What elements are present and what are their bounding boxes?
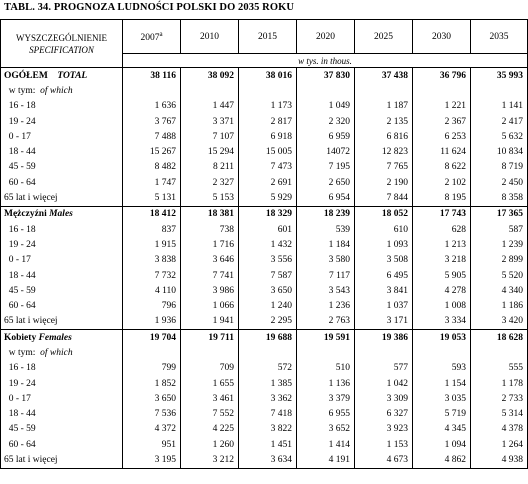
value-cell: 2 135 bbox=[355, 114, 413, 129]
row-label-text: 60 - 64 bbox=[8, 177, 36, 188]
value-cell: 610 bbox=[355, 222, 413, 237]
value-cell: 3 508 bbox=[355, 253, 413, 268]
group-label-en: Females bbox=[38, 332, 72, 343]
value-cell: 555 bbox=[471, 361, 528, 376]
value-cell: 1 049 bbox=[297, 99, 355, 114]
value-cell: 36 796 bbox=[413, 68, 471, 84]
value-cell: 18 239 bbox=[297, 206, 355, 222]
value-cell: 1 941 bbox=[181, 314, 239, 330]
value-cell: 539 bbox=[297, 222, 355, 237]
table-row bbox=[1, 114, 528, 129]
value-cell: 1 178 bbox=[471, 376, 528, 391]
group-label-en: Males bbox=[49, 209, 73, 220]
table-row bbox=[1, 361, 528, 376]
of-which-en: of which bbox=[40, 85, 73, 96]
row-label-text: 18 - 44 bbox=[8, 270, 36, 281]
value-cell: 6 816 bbox=[355, 129, 413, 144]
value-cell: 3 646 bbox=[181, 253, 239, 268]
of-which-label bbox=[1, 83, 123, 98]
empty-cell bbox=[355, 83, 413, 98]
value-cell: 3 171 bbox=[355, 314, 413, 330]
value-cell: 4 278 bbox=[413, 283, 471, 298]
of-which-pl: w tym: bbox=[8, 85, 36, 96]
value-cell: 15 005 bbox=[239, 144, 297, 159]
row-label bbox=[1, 129, 123, 144]
value-cell: 3 309 bbox=[355, 391, 413, 406]
value-cell: 7 488 bbox=[123, 129, 181, 144]
row-label bbox=[1, 298, 123, 313]
value-cell: 6 955 bbox=[297, 407, 355, 422]
value-cell: 7 765 bbox=[355, 160, 413, 175]
row-label bbox=[1, 160, 123, 175]
value-cell: 593 bbox=[413, 361, 471, 376]
value-cell: 3 371 bbox=[181, 114, 239, 129]
row-label-text: 16 - 18 bbox=[8, 101, 36, 112]
value-cell: 15 294 bbox=[181, 144, 239, 159]
value-cell: 2 450 bbox=[471, 175, 528, 190]
value-cell: 17 365 bbox=[471, 206, 528, 222]
value-cell: 1 264 bbox=[471, 437, 528, 452]
value-cell: 8 211 bbox=[181, 160, 239, 175]
value-cell: 6 954 bbox=[297, 190, 355, 206]
value-cell: 1 094 bbox=[413, 437, 471, 452]
row-label-text: 60 - 64 bbox=[8, 439, 36, 450]
value-cell: 3 650 bbox=[239, 283, 297, 298]
row-label bbox=[1, 391, 123, 406]
value-cell: 4 110 bbox=[123, 283, 181, 298]
table-body bbox=[1, 68, 528, 469]
row-label-text: 0 - 17 bbox=[8, 393, 31, 404]
empty-cell bbox=[471, 345, 528, 360]
year-header: 2010 bbox=[181, 20, 239, 54]
table-row bbox=[1, 190, 528, 206]
empty-cell bbox=[355, 345, 413, 360]
value-cell: 8 719 bbox=[471, 160, 528, 175]
row-label-text: 0 - 17 bbox=[8, 255, 31, 266]
specification-label-pl: WYSZCZEGÓLNIENIE bbox=[16, 32, 107, 43]
value-cell: 6 327 bbox=[355, 407, 413, 422]
value-cell: 1 008 bbox=[413, 298, 471, 313]
value-cell: 4 191 bbox=[297, 452, 355, 468]
row-label bbox=[1, 452, 123, 468]
value-cell: 6 918 bbox=[239, 129, 297, 144]
value-cell: 19 053 bbox=[413, 330, 471, 346]
row-label-text: 65 lat i więcej bbox=[4, 193, 58, 204]
value-cell: 38 092 bbox=[181, 68, 239, 84]
row-label bbox=[1, 175, 123, 190]
value-cell: 1 432 bbox=[239, 237, 297, 252]
table-row bbox=[1, 422, 528, 437]
value-cell: 37 438 bbox=[355, 68, 413, 84]
value-cell: 4 345 bbox=[413, 422, 471, 437]
row-label-text: 0 - 17 bbox=[8, 131, 31, 142]
row-label bbox=[1, 407, 123, 422]
specification-header bbox=[1, 20, 123, 68]
row-label bbox=[1, 253, 123, 268]
row-label bbox=[1, 190, 123, 206]
row-label bbox=[1, 114, 123, 129]
value-cell: 19 704 bbox=[123, 330, 181, 346]
value-cell: 5 719 bbox=[413, 407, 471, 422]
value-cell: 19 688 bbox=[239, 330, 297, 346]
value-cell: 951 bbox=[123, 437, 181, 452]
value-cell: 1 636 bbox=[123, 99, 181, 114]
value-cell: 3 035 bbox=[413, 391, 471, 406]
empty-cell bbox=[123, 345, 181, 360]
table-row-of-which bbox=[1, 345, 528, 360]
value-cell: 7 195 bbox=[297, 160, 355, 175]
year-header: 2020 bbox=[297, 20, 355, 54]
value-cell: 1 747 bbox=[123, 175, 181, 190]
value-cell: 6 959 bbox=[297, 129, 355, 144]
row-label-text: 19 - 24 bbox=[8, 116, 36, 127]
row-label-text: 60 - 64 bbox=[8, 301, 36, 312]
row-label-text: 65 lat i więcej bbox=[4, 455, 58, 466]
value-cell: 2 102 bbox=[413, 175, 471, 190]
value-cell: 19 591 bbox=[297, 330, 355, 346]
group-label-pl: Mężczyźni bbox=[4, 209, 47, 220]
year-header: 2015 bbox=[239, 20, 297, 54]
value-cell: 2 733 bbox=[471, 391, 528, 406]
value-cell: 3 362 bbox=[239, 391, 297, 406]
value-cell: 18 052 bbox=[355, 206, 413, 222]
value-cell: 2 417 bbox=[471, 114, 528, 129]
value-cell: 4 372 bbox=[123, 422, 181, 437]
value-cell: 3 543 bbox=[297, 283, 355, 298]
empty-cell bbox=[181, 83, 239, 98]
value-cell: 1 186 bbox=[471, 298, 528, 313]
value-cell: 577 bbox=[355, 361, 413, 376]
value-cell: 10 834 bbox=[471, 144, 528, 159]
table-row bbox=[1, 452, 528, 468]
row-label bbox=[1, 376, 123, 391]
table-row-total bbox=[1, 330, 528, 346]
value-cell: 1 260 bbox=[181, 437, 239, 452]
table-row bbox=[1, 314, 528, 330]
table-row bbox=[1, 129, 528, 144]
table-row bbox=[1, 237, 528, 252]
value-cell: 5 905 bbox=[413, 268, 471, 283]
table-row-total bbox=[1, 206, 528, 222]
row-label bbox=[1, 283, 123, 298]
value-cell: 5 153 bbox=[181, 190, 239, 206]
value-cell: 3 650 bbox=[123, 391, 181, 406]
value-cell: 7 741 bbox=[181, 268, 239, 283]
value-cell: 35 993 bbox=[471, 68, 528, 84]
value-cell: 2 367 bbox=[413, 114, 471, 129]
row-label bbox=[1, 99, 123, 114]
value-cell: 1 037 bbox=[355, 298, 413, 313]
value-cell: 38 016 bbox=[239, 68, 297, 84]
specification-label-en: SPECIFICATION bbox=[29, 44, 94, 55]
year-footnote-mark: a bbox=[159, 29, 163, 38]
value-cell: 7 107 bbox=[181, 129, 239, 144]
row-label bbox=[1, 422, 123, 437]
value-cell: 2 295 bbox=[239, 314, 297, 330]
value-cell: 4 673 bbox=[355, 452, 413, 468]
table-row bbox=[1, 175, 528, 190]
value-cell: 3 822 bbox=[239, 422, 297, 437]
value-cell: 3 841 bbox=[355, 283, 413, 298]
value-cell: 709 bbox=[181, 361, 239, 376]
value-cell: 7 552 bbox=[181, 407, 239, 422]
of-which-label bbox=[1, 345, 123, 360]
value-cell: 1 852 bbox=[123, 376, 181, 391]
value-cell: 7 732 bbox=[123, 268, 181, 283]
year-header: 2030 bbox=[413, 20, 471, 54]
value-cell: 18 412 bbox=[123, 206, 181, 222]
value-cell: 1 236 bbox=[297, 298, 355, 313]
value-cell: 4 938 bbox=[471, 452, 528, 468]
table-row bbox=[1, 437, 528, 452]
value-cell: 8 622 bbox=[413, 160, 471, 175]
value-cell: 17 743 bbox=[413, 206, 471, 222]
value-cell: 2 190 bbox=[355, 175, 413, 190]
value-cell: 7 418 bbox=[239, 407, 297, 422]
value-cell: 4 225 bbox=[181, 422, 239, 437]
value-cell: 18 381 bbox=[181, 206, 239, 222]
table-title: TABL. 34. PROGNOZA LUDNOŚCI POLSKI DO 2035 ROKU bbox=[4, 2, 295, 13]
empty-cell bbox=[471, 83, 528, 98]
of-which-en: of which bbox=[40, 347, 73, 358]
value-cell: 1 184 bbox=[297, 237, 355, 252]
of-which-pl: w tym: bbox=[8, 347, 36, 358]
value-cell: 11 624 bbox=[413, 144, 471, 159]
value-cell: 18 329 bbox=[239, 206, 297, 222]
table-row-of-which bbox=[1, 83, 528, 98]
table-row bbox=[1, 376, 528, 391]
value-cell: 19 386 bbox=[355, 330, 413, 346]
row-label-text: 19 - 24 bbox=[8, 239, 36, 250]
row-label-text: 45 - 59 bbox=[8, 285, 36, 296]
empty-cell bbox=[239, 345, 297, 360]
value-cell: 1 915 bbox=[123, 237, 181, 252]
value-cell: 1 042 bbox=[355, 376, 413, 391]
group-label-pl: OGÓŁEM bbox=[4, 70, 48, 81]
row-label-text: 18 - 44 bbox=[8, 409, 36, 420]
empty-cell bbox=[413, 83, 471, 98]
row-label bbox=[1, 361, 123, 376]
value-cell: 3 634 bbox=[239, 452, 297, 468]
value-cell: 2 691 bbox=[239, 175, 297, 190]
table-row-total bbox=[1, 68, 528, 84]
population-forecast-table bbox=[0, 19, 528, 469]
value-cell: 3 767 bbox=[123, 114, 181, 129]
value-cell: 1 414 bbox=[297, 437, 355, 452]
value-cell: 1 716 bbox=[181, 237, 239, 252]
value-cell: 7 844 bbox=[355, 190, 413, 206]
value-cell: 3 195 bbox=[123, 452, 181, 468]
row-label-text: 19 - 24 bbox=[8, 378, 36, 389]
value-cell: 3 556 bbox=[239, 253, 297, 268]
table-row bbox=[1, 268, 528, 283]
value-cell: 1 093 bbox=[355, 237, 413, 252]
value-cell: 3 379 bbox=[297, 391, 355, 406]
table-row bbox=[1, 144, 528, 159]
value-cell: 799 bbox=[123, 361, 181, 376]
value-cell: 4 862 bbox=[413, 452, 471, 468]
value-cell: 1 153 bbox=[355, 437, 413, 452]
row-label-text: 16 - 18 bbox=[8, 363, 36, 374]
table-row bbox=[1, 222, 528, 237]
value-cell: 1 213 bbox=[413, 237, 471, 252]
value-cell: 7 117 bbox=[297, 268, 355, 283]
empty-cell bbox=[239, 83, 297, 98]
value-cell: 1 239 bbox=[471, 237, 528, 252]
row-label bbox=[1, 437, 123, 452]
value-cell: 4 340 bbox=[471, 283, 528, 298]
year-header: 2035 bbox=[471, 20, 528, 54]
header-row bbox=[1, 20, 528, 54]
table-row bbox=[1, 283, 528, 298]
value-cell: 2 899 bbox=[471, 253, 528, 268]
value-cell: 1 936 bbox=[123, 314, 181, 330]
value-cell: 510 bbox=[297, 361, 355, 376]
value-cell: 1 066 bbox=[181, 298, 239, 313]
value-cell: 2 320 bbox=[297, 114, 355, 129]
group-label-en: TOTAL bbox=[57, 70, 88, 81]
table-row bbox=[1, 298, 528, 313]
value-cell: 3 580 bbox=[297, 253, 355, 268]
value-cell: 3 986 bbox=[181, 283, 239, 298]
value-cell: 3 461 bbox=[181, 391, 239, 406]
value-cell: 601 bbox=[239, 222, 297, 237]
value-cell: 1 141 bbox=[471, 99, 528, 114]
value-cell: 1 451 bbox=[239, 437, 297, 452]
group-label bbox=[1, 206, 123, 222]
value-cell: 8 358 bbox=[471, 190, 528, 206]
value-cell: 1 187 bbox=[355, 99, 413, 114]
table-row bbox=[1, 160, 528, 175]
table-row bbox=[1, 253, 528, 268]
value-cell: 1 221 bbox=[413, 99, 471, 114]
value-cell: 19 711 bbox=[181, 330, 239, 346]
value-cell: 5 520 bbox=[471, 268, 528, 283]
empty-cell bbox=[297, 83, 355, 98]
value-cell: 1 136 bbox=[297, 376, 355, 391]
value-cell: 14072 bbox=[297, 144, 355, 159]
row-label bbox=[1, 314, 123, 330]
row-label bbox=[1, 237, 123, 252]
group-label-pl: Kobiety bbox=[4, 332, 37, 343]
row-label-text: 18 - 44 bbox=[8, 147, 36, 158]
row-label-text: 45 - 59 bbox=[8, 424, 36, 435]
value-cell: 796 bbox=[123, 298, 181, 313]
value-cell: 628 bbox=[413, 222, 471, 237]
unit-label: w tys. in thous. bbox=[123, 54, 528, 68]
row-label bbox=[1, 144, 123, 159]
value-cell: 1 385 bbox=[239, 376, 297, 391]
value-cell: 1 655 bbox=[181, 376, 239, 391]
value-cell: 2 817 bbox=[239, 114, 297, 129]
value-cell: 3 838 bbox=[123, 253, 181, 268]
value-cell: 2 327 bbox=[181, 175, 239, 190]
value-cell: 1 173 bbox=[239, 99, 297, 114]
value-cell: 7 587 bbox=[239, 268, 297, 283]
empty-cell bbox=[181, 345, 239, 360]
value-cell: 2 650 bbox=[297, 175, 355, 190]
empty-cell bbox=[413, 345, 471, 360]
value-cell: 837 bbox=[123, 222, 181, 237]
value-cell: 6 495 bbox=[355, 268, 413, 283]
value-cell: 5 131 bbox=[123, 190, 181, 206]
value-cell: 12 823 bbox=[355, 144, 413, 159]
value-cell: 3 334 bbox=[413, 314, 471, 330]
value-cell: 3 923 bbox=[355, 422, 413, 437]
value-cell: 1 447 bbox=[181, 99, 239, 114]
table-row bbox=[1, 407, 528, 422]
value-cell: 1 240 bbox=[239, 298, 297, 313]
value-cell: 5 314 bbox=[471, 407, 528, 422]
value-cell: 5 632 bbox=[471, 129, 528, 144]
table-row bbox=[1, 391, 528, 406]
value-cell: 3 218 bbox=[413, 253, 471, 268]
table-row bbox=[1, 99, 528, 114]
value-cell: 2 763 bbox=[297, 314, 355, 330]
value-cell: 1 154 bbox=[413, 376, 471, 391]
row-label bbox=[1, 222, 123, 237]
value-cell: 572 bbox=[239, 361, 297, 376]
row-label bbox=[1, 268, 123, 283]
value-cell: 6 253 bbox=[413, 129, 471, 144]
group-label bbox=[1, 68, 123, 84]
row-label-text: 16 - 18 bbox=[8, 224, 36, 235]
value-cell: 15 267 bbox=[123, 144, 181, 159]
value-cell: 3 652 bbox=[297, 422, 355, 437]
empty-cell bbox=[297, 345, 355, 360]
row-label-text: 65 lat i więcej bbox=[4, 316, 58, 327]
value-cell: 5 929 bbox=[239, 190, 297, 206]
value-cell: 3 420 bbox=[471, 314, 528, 330]
value-cell: 3 212 bbox=[181, 452, 239, 468]
year-header: 2007$^a$ bbox=[123, 20, 181, 54]
value-cell: 738 bbox=[181, 222, 239, 237]
value-cell: 37 830 bbox=[297, 68, 355, 84]
value-cell: 4 378 bbox=[471, 422, 528, 437]
value-cell: 8 482 bbox=[123, 160, 181, 175]
row-label-text: 45 - 59 bbox=[8, 162, 36, 173]
value-cell: 587 bbox=[471, 222, 528, 237]
value-cell: 7 473 bbox=[239, 160, 297, 175]
year-header: 2025 bbox=[355, 20, 413, 54]
value-cell: 8 195 bbox=[413, 190, 471, 206]
value-cell: 38 116 bbox=[123, 68, 181, 84]
group-label bbox=[1, 330, 123, 346]
value-cell: 18 628 bbox=[471, 330, 528, 346]
empty-cell bbox=[123, 83, 181, 98]
value-cell: 7 536 bbox=[123, 407, 181, 422]
